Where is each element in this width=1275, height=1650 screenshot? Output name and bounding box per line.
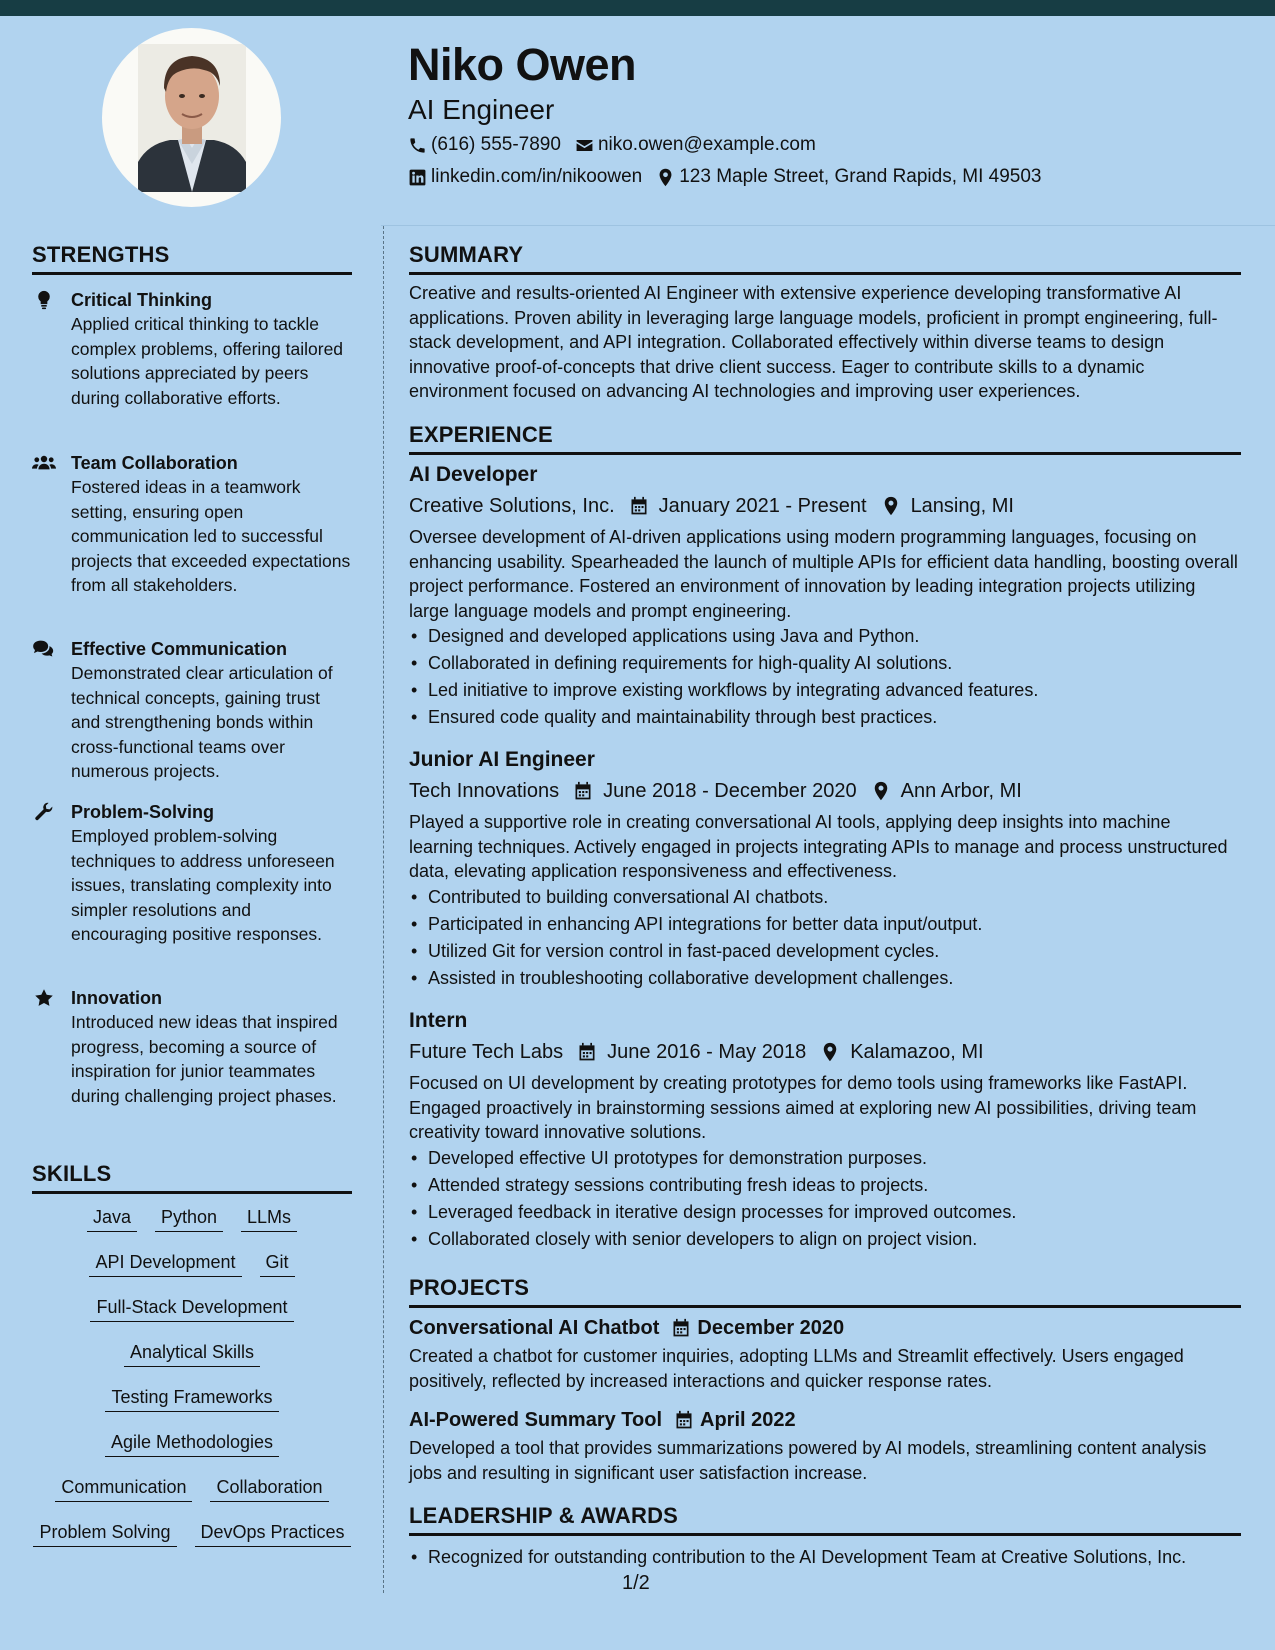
comments-icon: [32, 639, 56, 659]
skill-tag: DevOps Practices: [195, 1521, 351, 1547]
email-text: niko.owen@example.com: [597, 134, 816, 155]
calendar-icon: [671, 1318, 691, 1338]
experience-entry: [409, 462, 1239, 731]
project-date: April 2022: [700, 1409, 796, 1431]
address-item: [656, 166, 1041, 188]
project-title-row: [409, 1315, 1239, 1341]
skill-tag: Full-Stack Development: [90, 1296, 293, 1322]
star-icon: [32, 988, 56, 1008]
skills-row: [32, 1476, 352, 1521]
job-dates: June 2016 - May 2018: [607, 1041, 807, 1063]
experience-entry: [409, 747, 1239, 992]
column-divider: [383, 226, 384, 1593]
projects-heading: PROJECTS: [409, 1275, 1241, 1308]
strength-desc: Introduced new ideas that inspired progress, becoming a source of inspiration for junior teammates during challenging project phases.: [71, 1012, 338, 1106]
strength-desc: Employed problem-solving techniques to address unforeseen issues, translating complexity into simpler resolutions and encouraging positive responses.: [71, 826, 335, 944]
job-bullets: [409, 884, 1239, 992]
skill-tag: Java: [87, 1206, 137, 1232]
skill-tag: Collaboration: [210, 1476, 328, 1502]
location-pin-icon: [820, 1042, 840, 1062]
strength-item: [32, 986, 352, 1108]
strength-title: Innovation: [71, 988, 162, 1008]
job-location: Lansing, MI: [910, 495, 1014, 517]
experience-heading: EXPERIENCE: [409, 422, 1241, 455]
strength-item: [32, 800, 352, 947]
list-item: • Utilized Git for version control in fast-paced development cycles.: [409, 938, 1239, 965]
experience-entry: [409, 1008, 1239, 1253]
job-bullets: [409, 623, 1239, 731]
linkedin-item[interactable]: [408, 166, 642, 188]
skill-tag: Analytical Skills: [124, 1341, 260, 1367]
skill-tag: Python: [155, 1206, 223, 1232]
summary-heading: SUMMARY: [409, 242, 1241, 275]
strength-item: [32, 288, 352, 410]
list-item: • Assisted in troubleshooting collaborative development challenges.: [409, 965, 1239, 992]
job-title: AI Developer: [409, 463, 538, 486]
company-name: Tech Innovations: [409, 780, 560, 802]
phone-icon: [408, 136, 427, 155]
strength-desc: Demonstrated clear articulation of technical concepts, gaining trust and strengthening bonds within cross-functional teams over numerous projects.: [71, 663, 333, 781]
location-pin-icon: [881, 496, 901, 516]
strength-desc: Fostered ideas in a teamwork setting, ensuring open communication led to successful projects that exceeded expectations from all stakeholders.: [71, 477, 351, 595]
project-title: AI-Powered Summary Tool: [409, 1409, 663, 1431]
job-dates: January 2021 - Present: [658, 495, 867, 517]
skill-tag: Communication: [55, 1476, 192, 1502]
strength-title: Team Collaboration: [71, 453, 238, 473]
candidate-role: AI Engineer: [408, 94, 555, 125]
job-description: Played a supportive role in creating conversational AI tools, applying deep insights into machine learning techniques. Actively engaged in projects integrating APIs to manage and process unstructured data, elevating application responsiveness and effectiveness.: [409, 812, 1228, 882]
contact-row-2: [408, 166, 1056, 188]
job-location: Ann Arbor, MI: [900, 780, 1022, 802]
strength-title: Critical Thinking: [71, 290, 213, 310]
list-item: • Developed effective UI prototypes for demonstration purposes.: [409, 1145, 1239, 1172]
address-text: 123 Maple Street, Grand Rapids, MI 49503: [679, 166, 1042, 187]
job-meta: [409, 493, 1239, 519]
skills-row: [32, 1251, 352, 1296]
header-divider: [381, 225, 1275, 226]
linkedin-icon: [408, 168, 427, 187]
contact-row-1: [408, 134, 830, 156]
company-name: Future Tech Labs: [409, 1041, 564, 1063]
linkedin-text: linkedin.com/in/nikoowen: [431, 166, 643, 187]
skills-row: [32, 1386, 352, 1431]
leadership-list: [409, 1544, 1239, 1571]
skill-tag: Testing Frameworks: [105, 1386, 278, 1412]
skill-tag: Git: [260, 1251, 295, 1277]
summary-text: Creative and results-oriented AI Engineer with extensive experience developing transformative AI applications. Proven ability in leveraging large language models, proficient in prompt engineering, full-stack development, and API integration. Collaborated effectively within diverse teams to design innovative proof-of-concepts that drive client success. Eager to contribute skills to a dynamic environment focused on advancing AI technologies and improving user experiences.: [409, 283, 1218, 402]
phone-item[interactable]: [408, 134, 561, 156]
skills-row: [32, 1521, 352, 1566]
location-pin-icon: [656, 168, 675, 187]
project-date: December 2020: [697, 1317, 845, 1339]
strength-title: Effective Communication: [71, 639, 288, 659]
location-pin-icon: [871, 781, 891, 801]
calendar-icon: [577, 1042, 597, 1062]
lightbulb-icon: [32, 290, 56, 310]
list-item: • Leveraged feedback in iterative design processes for improved outcomes.: [409, 1199, 1239, 1226]
job-description: Oversee development of AI-driven applications using modern programming languages, focusing on enhancing usability. Spearheaded the launch of multiple APIs for efficient data handling, boosting overall project performance. Fostered an environment of innovation by leading integration projects utilizing large language models and prompt engineering.: [409, 527, 1238, 621]
email-item[interactable]: [575, 134, 816, 156]
project-title-row: [409, 1407, 1239, 1433]
candidate-name: Niko Owen: [408, 39, 637, 90]
job-title: Intern: [409, 1009, 468, 1032]
list-item: • Contributed to building conversational AI chatbots.: [409, 884, 1239, 911]
list-item: • Led initiative to improve existing workflows by integrating advanced features.: [409, 677, 1239, 704]
leadership-heading: LEADERSHIP & AWARDS: [409, 1503, 1241, 1536]
calendar-icon: [573, 781, 593, 801]
job-title: Junior AI Engineer: [409, 748, 595, 771]
top-accent-bar: [0, 0, 1275, 16]
users-icon: [32, 453, 56, 473]
phone-text: (616) 555-7890: [431, 134, 561, 155]
page-number: 1/2: [622, 1572, 650, 1594]
skills-row: [32, 1431, 352, 1476]
strength-desc: Applied critical thinking to tackle complex problems, offering tailored solutions appreciated by peers during collaborative efforts.: [71, 314, 344, 408]
list-item: • Attended strategy sessions contributing fresh ideas to projects.: [409, 1172, 1239, 1199]
list-item: • Designed and developed applications using Java and Python.: [409, 623, 1239, 650]
project-title: Conversational AI Chatbot: [409, 1317, 660, 1339]
company-name: Creative Solutions, Inc.: [409, 495, 615, 517]
skills-heading: SKILLS: [32, 1161, 352, 1194]
skill-tag: LLMs: [241, 1206, 297, 1232]
job-meta: [409, 1039, 1239, 1065]
job-bullets: [409, 1145, 1239, 1253]
skill-tag: Agile Methodologies: [105, 1431, 279, 1457]
skill-tag: Problem Solving: [33, 1521, 176, 1547]
profile-photo: [102, 28, 281, 207]
calendar-icon: [629, 496, 649, 516]
skill-tag: API Development: [89, 1251, 241, 1277]
job-location: Kalamazoo, MI: [850, 1041, 984, 1063]
skills-row: [32, 1296, 352, 1341]
list-item: • Collaborated closely with senior developers to align on project vision.: [409, 1226, 1239, 1253]
list-item: • Ensured code quality and maintainability through best practices.: [409, 704, 1239, 731]
skills-list: [32, 1206, 352, 1566]
project-entry: [409, 1315, 1239, 1393]
email-icon: [575, 136, 594, 155]
strength-item: [32, 451, 352, 598]
skills-row: [32, 1341, 352, 1386]
list-item: • Recognized for outstanding contribution to the AI Development Team at Creative Solutions, Inc.: [409, 1544, 1239, 1571]
project-entry: [409, 1407, 1239, 1485]
job-dates: June 2018 - December 2020: [603, 780, 857, 802]
list-item: • Participated in enhancing API integrations for better data input/output.: [409, 911, 1239, 938]
skills-row: [32, 1206, 352, 1251]
project-description: Developed a tool that provides summarizations powered by AI models, streamlining content analysis jobs and resulting in significant user satisfaction increase.: [409, 1438, 1207, 1483]
strength-item: [32, 637, 352, 784]
wrench-icon: [32, 802, 56, 822]
strength-title: Problem-Solving: [71, 802, 215, 822]
calendar-icon: [674, 1410, 694, 1430]
job-meta: [409, 778, 1239, 804]
list-item: • Collaborated in defining requirements for high-quality AI solutions.: [409, 650, 1239, 677]
strengths-heading: STRENGTHS: [32, 242, 352, 275]
project-description: Created a chatbot for customer inquiries, adopting LLMs and Streamlit effectively. Users engaged positively, reflected by increased interactions and quicker response rates.: [409, 1346, 1184, 1391]
job-description: Focused on UI development by creating prototypes for demo tools using frameworks like FastAPI. Engaged proactively in brainstorming sessions aimed at exploring new AI possibilities, driving team creativity toward innovative solutions.: [409, 1073, 1197, 1143]
